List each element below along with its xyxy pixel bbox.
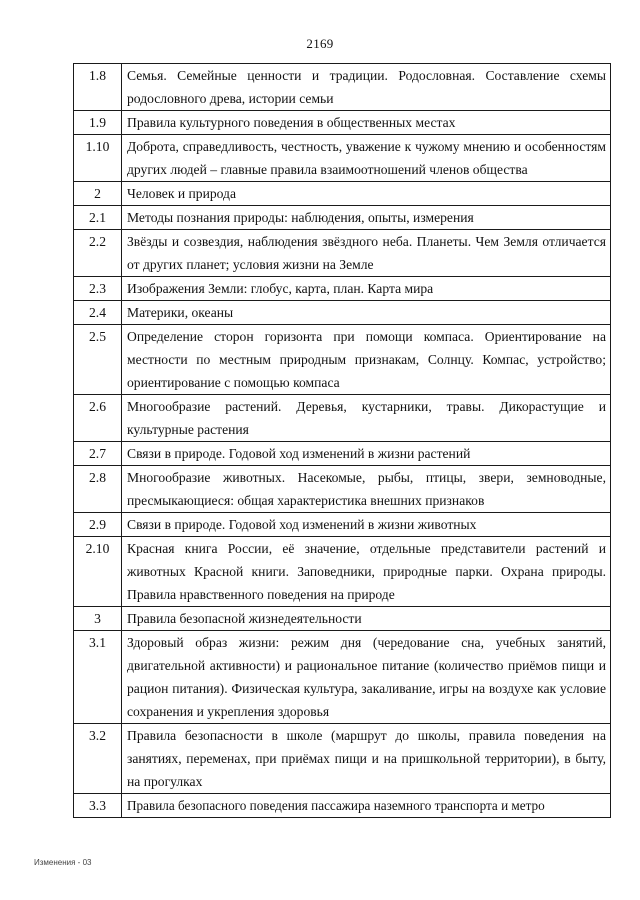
row-text: Здоровый образ жизни: режим дня (чередование сна, учебных занятий, двигательной активности) и рациональное питание (количество приёмов пищи и рацион питания). Физическая культура, закаливание, игры на воздухе как условие сохранения и укрепления здоровья	[122, 631, 611, 724]
row-text: Звёзды и созвездия, наблюдения звёздного неба. Планеты. Чем Земля отличается от других планет; условия жизни на Земле	[122, 230, 611, 277]
table-row	[74, 395, 611, 442]
row-number: 2.6	[74, 395, 122, 442]
table-row	[74, 794, 611, 818]
table-row	[74, 206, 611, 230]
row-text: Правила безопасной жизнедеятельности	[122, 607, 611, 631]
row-text: Красная книга России, её значение, отдельные представители растений и животных Красной книги. Заповедники, природные парки. Охрана природы. Правила нравственного поведения на природе	[122, 537, 611, 607]
row-number: 2.4	[74, 301, 122, 325]
row-text: Материки, океаны	[122, 301, 611, 325]
table-row	[74, 111, 611, 135]
row-text: Изображения Земли: глобус, карта, план. Карта мира	[122, 277, 611, 301]
table-row	[74, 182, 611, 206]
page-number: 2169	[306, 36, 334, 51]
row-text: Связи в природе. Годовой ход изменений в жизни животных	[122, 513, 611, 537]
row-text: Правила безопасности в школе (маршрут до школы, правила поведения на занятиях, переменах, при приёмах пищи и на пришкольной территории), в быту, на прогулках	[122, 724, 611, 794]
row-number: 1.9	[74, 111, 122, 135]
row-number: 2.7	[74, 442, 122, 466]
row-number: 2.3	[74, 277, 122, 301]
row-number: 2.5	[74, 325, 122, 395]
row-text: Человек и природа	[122, 182, 611, 206]
row-number: 3.3	[74, 794, 122, 818]
row-text: Многообразие животных. Насекомые, рыбы, птицы, звери, земноводные, пресмыкающиеся: общая характеристика внешних признаков	[122, 466, 611, 513]
row-number: 3.1	[74, 631, 122, 724]
row-text: Многообразие растений. Деревья, кустарники, травы. Дикорастущие и культурные растения	[122, 395, 611, 442]
row-text: Определение сторон горизонта при помощи компаса. Ориентирование на местности по местным природным признакам, Солнцу. Компас, устройство; ориентирование с помощью компаса	[122, 325, 611, 395]
row-text: Семья. Семейные ценности и традиции. Родословная. Составление схемы родословного древа, истории семьи	[122, 64, 611, 111]
table-row	[74, 513, 611, 537]
table-row	[74, 135, 611, 182]
row-number: 1.10	[74, 135, 122, 182]
table-row	[74, 442, 611, 466]
row-number: 3.2	[74, 724, 122, 794]
table-row	[74, 277, 611, 301]
row-number: 2	[74, 182, 122, 206]
table-row	[74, 325, 611, 395]
table-row	[74, 301, 611, 325]
row-number: 1.8	[74, 64, 122, 111]
table-row	[74, 537, 611, 607]
footer-note: Изменения - 03	[34, 858, 92, 867]
row-text: Правила безопасного поведения пассажира наземного транспорта и метро	[122, 794, 611, 818]
row-text: Связи в природе. Годовой ход изменений в жизни растений	[122, 442, 611, 466]
table-row	[74, 607, 611, 631]
row-number: 2.2	[74, 230, 122, 277]
row-number: 2.8	[74, 466, 122, 513]
table-row	[74, 64, 611, 111]
row-text: Правила культурного поведения в общественных местах	[122, 111, 611, 135]
row-number: 3	[74, 607, 122, 631]
row-number: 2.10	[74, 537, 122, 607]
row-number: 2.9	[74, 513, 122, 537]
table-row	[74, 230, 611, 277]
table-row	[74, 724, 611, 794]
table-row	[74, 631, 611, 724]
row-text: Методы познания природы: наблюдения, опыты, измерения	[122, 206, 611, 230]
row-number: 2.1	[74, 206, 122, 230]
table-row	[74, 466, 611, 513]
row-text: Доброта, справедливость, честность, уважение к чужому мнению и особенностям других людей – главные правила взаимоотношений членов общества	[122, 135, 611, 182]
content-table	[73, 63, 611, 818]
